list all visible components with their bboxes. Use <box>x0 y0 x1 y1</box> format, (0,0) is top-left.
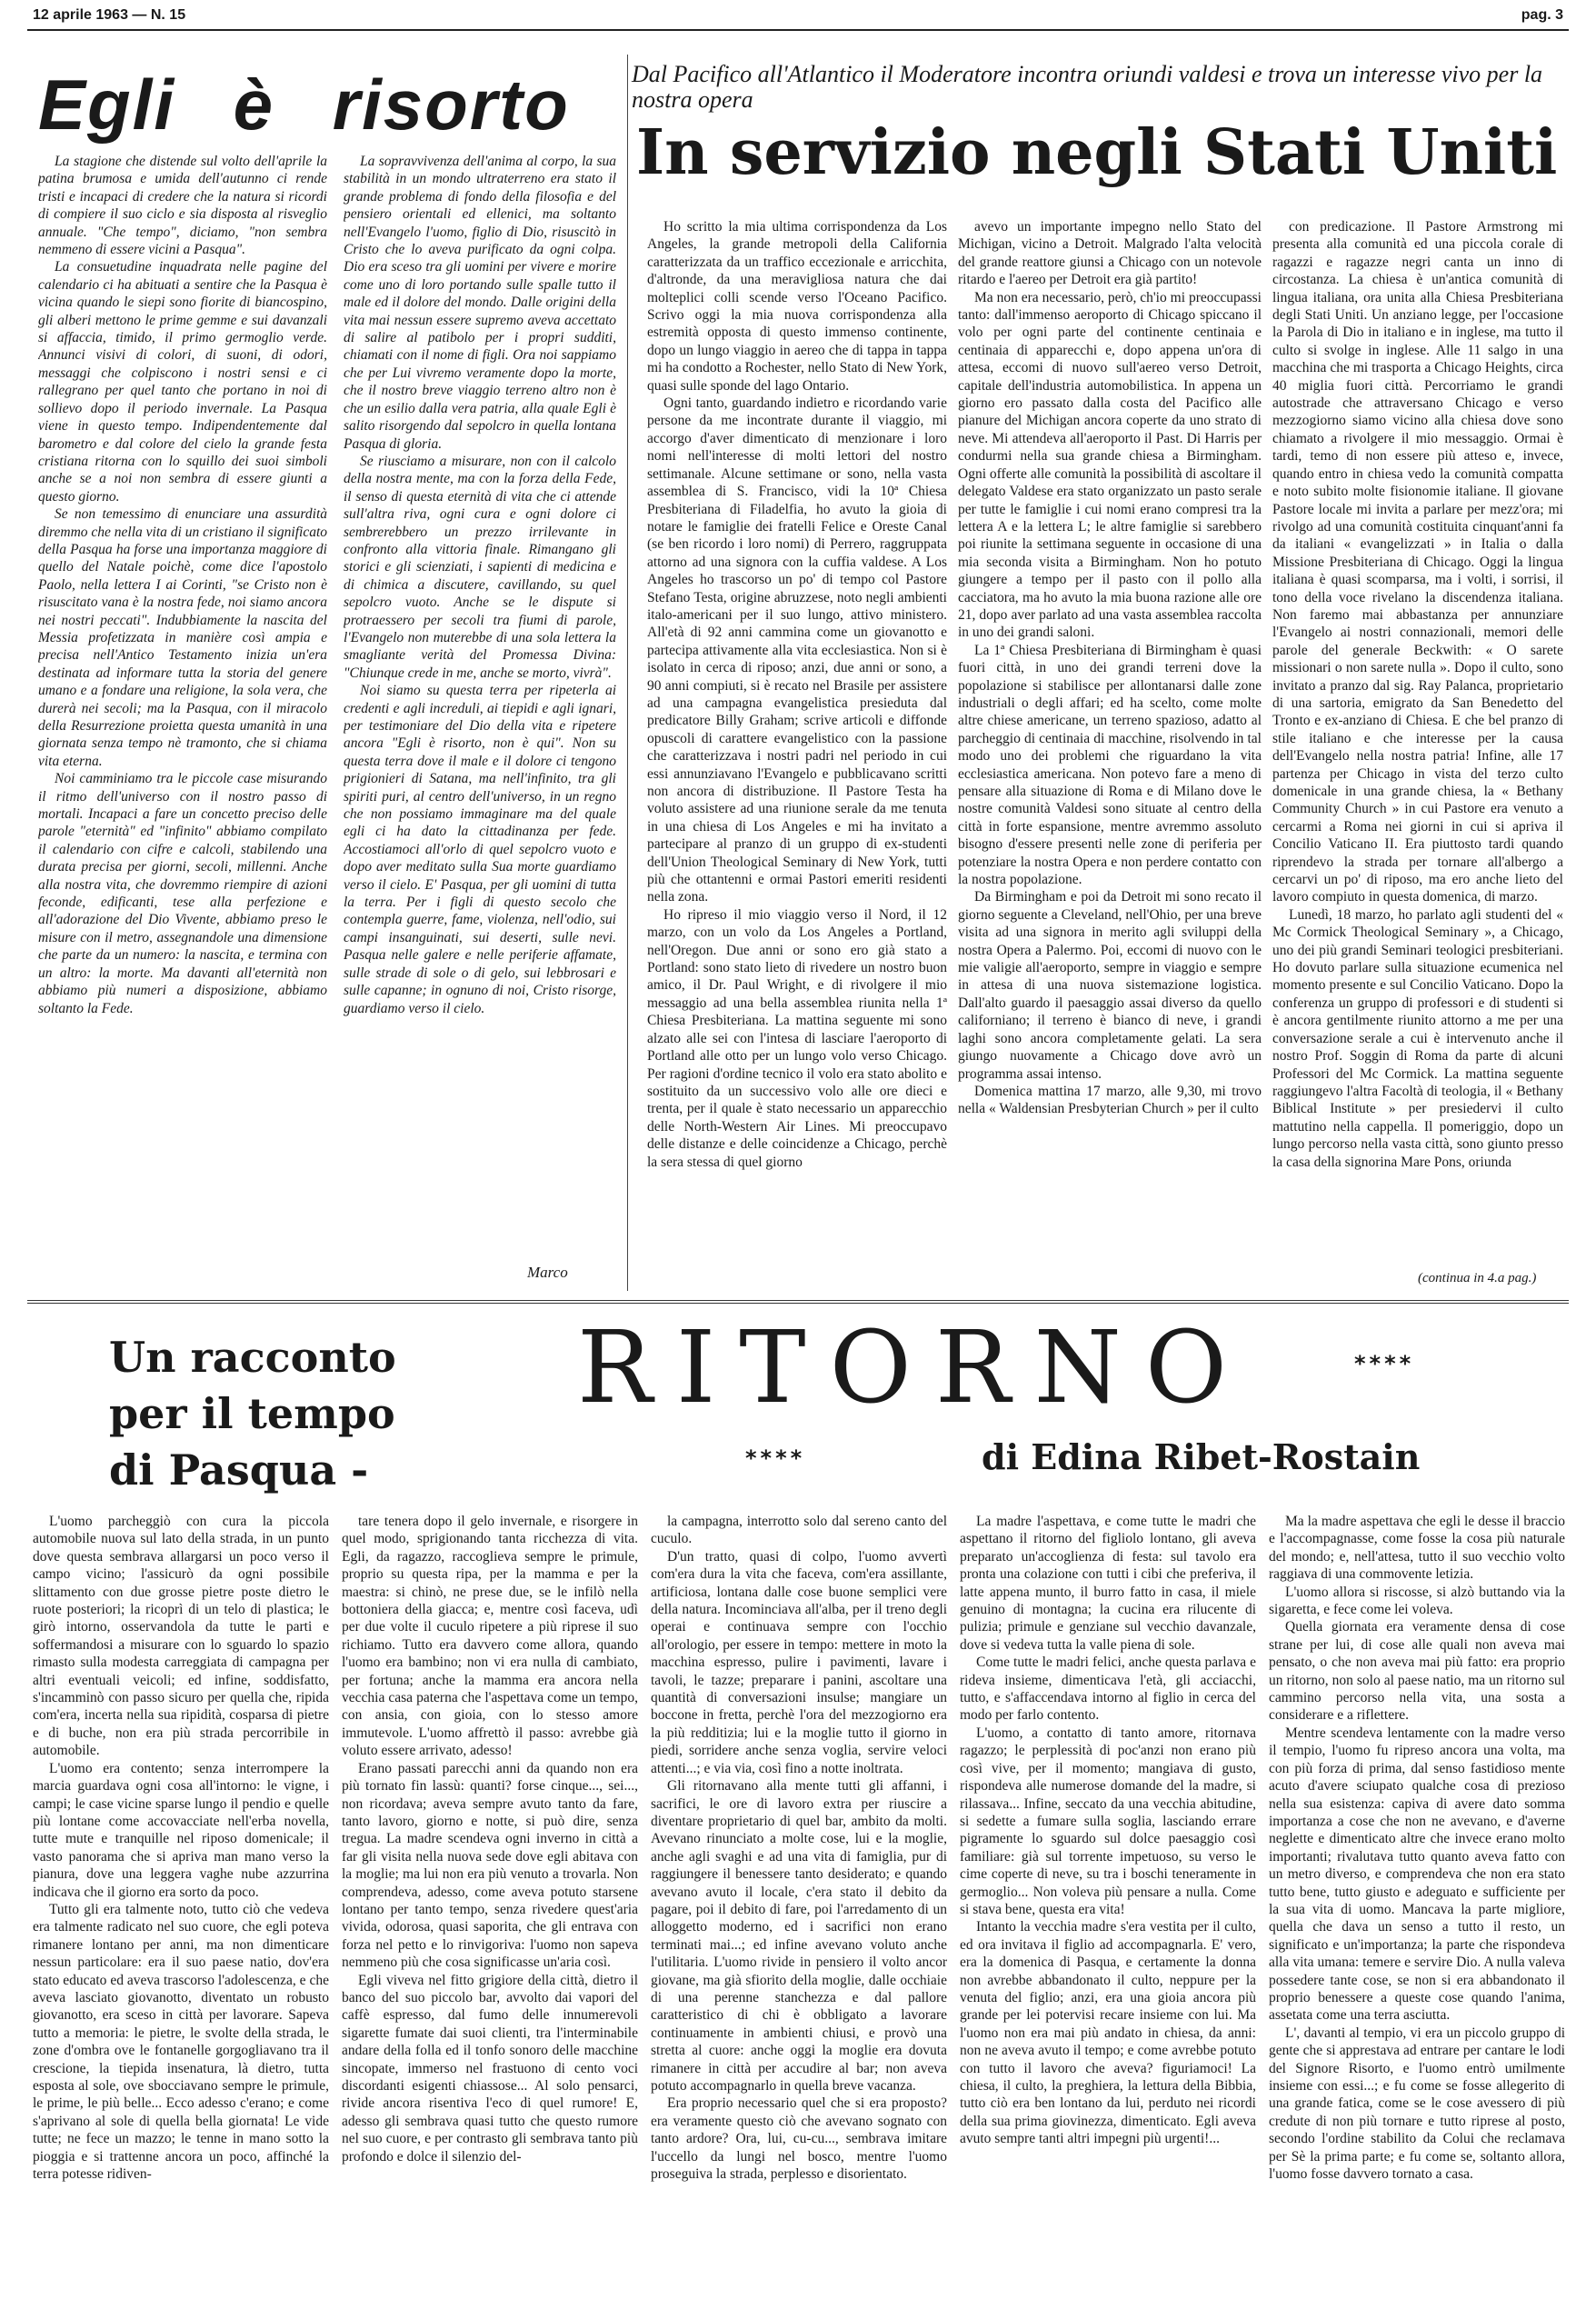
paragraph: tare tenera dopo il gelo invernale, e risorgere in quel modo, sprigionando tanta ricchezza di vita. Egli, da ragazzo, raccoglieva sempre le primule, proprio su questa ripa, per la mamma e per la maestra: si chinò, ne prese due, se le infilò nella bottoniera della giacca; e, mentre così faceva, udì per due volte il cuculo ripetere a più riprese il suo richiamo. Tutto era davvero come allora, quando l'uomo era bambino; non vi era nulla di cambiato, per fortuna; anche la mamma era ancora nella vecchia casa paterna che l'aspettava come un tempo, con ansia, con gioia, con lo stesso amore immutevole. L'uomo affrettò il passo: avrebbe già voluto essere arrivato, adesso! <box>342 1514 638 1759</box>
article-col-3 <box>1272 218 1563 1273</box>
editorial-col-1 <box>38 153 327 1289</box>
paragraph: Ho scritto la mia ultima corrispondenza da Los Angeles, la grande metropoli della California caratterizzata da un traffico eccezionale e arricchita, d'altronde, da una meravigliosa natura che dai molteplici colli scende verso l'Oceano Pacifico. Scrivo oggi la mia nuova corrispondenza alla estremità opposta di questo immenso continente, dopo un lungo viaggio in aereo che di tappa in tappa mi ha condotto a Rochester, nello Stato di New York, quasi sulle sponde del lago Ontario. <box>647 219 947 394</box>
paragraph: L'uomo, a contatto di tanto amore, ritornava ragazzo; le perplessità di poc'anzi non erano più così vive, per il momento; mangiava di gusto, rispondeva alle numerose domande del la madre, si rilassava... Infine, seccato da una vecchia abitudine, si sedette a fumare sulla soglia, lasciando errare pigramente lo sguardo sul dolce paesaggio così familiare: già sul torrente impetuoso, su verso le cime coperte di neve, su tra i boschi teneramente in germoglio... Non voleva più pensare a nulla. Come si stava bene, questa era vita! <box>960 1725 1256 1917</box>
paragraph: Quella giornata era veramente densa di cose strane per lui, di cose alle quali non aveva mai pensato, o che non aveva mai più fatto: era proprio un ritorno, non solo al paese natio, ma un ritorno sul cammino percorso nella vita, una sosta a considerare e a riflettere. <box>1269 1619 1565 1724</box>
story-col-2 <box>342 1513 638 2295</box>
article-title: In servizio negli Stati Uniti <box>636 116 1558 189</box>
story-col-4 <box>960 1513 1256 2295</box>
paragraph: L'uomo parcheggiò con cura la piccola automobile nuova sul lato della strada, in un punto dove questa sembrava allargarsi un poco verso il campo vicino; l'assicurò da ogni possibile slittamento con due grosse pietre poste dietro le ruote posteriori; la ricoprì di un telo di plastica; le girò intorno, osservandola da tutte le parti e soffermandosi a misurare con lo sguardo lo spazio rimasto sulla modesta carreggiata di campagna per altri eventuali veicoli; ed infine, soddisfatto, s'incamminò con passo sicuro per quella che, ripida com'era, incerta nella sua ripidità, cosparsa di pietre e di buche, non era più strada percorribile in automobile. <box>33 1514 329 1759</box>
paragraph: D'un tratto, quasi di colpo, l'uomo avvertì com'era dura la vita che faceva, com'era assillante, artificiosa, lontana dalle cose buone semplici vere della natura. Incominciava all'alba, per il treno degli operai e continuava sempre con l'occhio all'orologio, per essere in tempo: mettere in moto la macchina espresso, pulire i pavimenti, lavare i tavoli, le tazze; preparare i panini, ascoltare una quantità di conversazioni insulse; mangiare un boccone in fretta, perchè l'ora del mezzogiorno era la più redditizia; lui e la moglie tutto il giorno in piedi, sorridere anche senza voglia, servire veloci attenti...; e via via, così fino a notte inoltrata. <box>651 1548 947 1776</box>
paragraph: La sopravvivenza dell'anima al corpo, la sua stabilità in un mondo ultraterreno era stato il grande problema di fondo della filosofia e del pensiero orientali ed ellenici, ma soltanto nell'Evangelo l'uomo, figlio di Dio, risuscitò in Cristo che lo aveva purificato da ogni colpa. Dio era sceso tra gli uomini per vivere e morire come uno di loro portando sulle spalle tutto il male ed il dolore del mondo. Dalle origini della vita mai nessun essere supremo aveva accettato di salire al patibolo per i propri sudditi, chiamati con il nome di figli. Ora noi sappiamo che per Lui vivremo veramente dopo la morte, che il nostro breve viaggio terreno altro non è che un esilio dalla vera patria, alla quale Egli è salito risorgendo dal sepolcro in quella lontana Pasqua di gloria. <box>344 154 616 452</box>
side-title-line: di Pasqua <box>109 1445 337 1495</box>
paragraph: Ma la madre aspettava che egli le desse il braccio e l'accompagnasse, come fosse la cosa più naturale del mondo; e, nell'attesa, tutto il suo vecchio volto raggiava di una commovente letizia. <box>1269 1514 1565 1583</box>
editorial-title: Egli è risorto <box>38 65 570 145</box>
paragraph: la campagna, interrotto solo dal sereno canto del cuculo. <box>651 1514 947 1547</box>
issue-date: 12 aprile 1963 — N. 15 <box>33 7 186 23</box>
paragraph: Noi siamo su questa terra per ripeterla ai credenti e agli increduli, ai tiepidi e agli ignari, per testimoniare del Dio della vita e ripetere ancora "Egli è risorto, non è qui". Non su questa terra dove il male e il dolore ci tengono prigionieri di Satana, ma nell'infinito, tra gli spiriti puri, al centro dell'universo, in un regno che non possiamo immaginare ma del quale egli ci ha dato la cittadinanza per fede. Accostiamoci all'orlo di quel sepolcro vuoto e dopo aver meditato sulla Sua morte guardiamo verso il cielo. E' Pasqua, per gli uomini di tutta la terra. Per i figli di questo secolo che contempla guerre, fame, violenza, nell'odio, sui campi insanguinati, sui deserti, sulle nevi. Pasqua nelle galere e nelle periferie affamate, sulle strade di sole o di gelo, sui lebbrosari e sulle capanne; in ognuno di noi, Cristo risorge, guardiamo verso il cielo. <box>344 683 616 1016</box>
story-col-3 <box>651 1513 947 2295</box>
paragraph: Se riusciamo a misurare, non con il calcolo della nostra mente, ma con la forza della Fede, il senso di questa eternità di vita che ci attende sull'altra riva, ogni cura e ogni dolore ci sembrerebbero un prezzo irrilevante in confronto alla vittoria finale. Rimangano gli storici e gli scienziati, i sapienti di medicina e di chimica a discutere, cavillando, su quel sepolcro vuoto. Anche se le dispute si protraessero per secoli tra fiumi di parole, l'Evangelo non muterebbe di una sola lettera la smagliante verità del Promessa Divina: "Chiunque crede in me, anche se morto, vivrà". <box>344 453 616 681</box>
paragraph: Gli ritornavano alla mente tutti gli affanni, i sacrifici, le ore di lavoro extra per riuscire a diventare proprietario di quel bar, ambito da molti. Avevano rinunciato a molte cose, lui e la moglie, anche agli svaghi e ad una vita di famiglia, pur di raggiungere il benessere tanto desiderato; e quando avevano avuto il locale, c'era stato il debito da pagare, poi il debito di fare, poi l'arredamento di un alloggetto moderno, ed i sacrifici non erano terminati mai...; ed infine avevano voluto anche l'utilitaria. L'uomo rivide in pensiero il volto ancor giovane, ma già sfiorito della moglie, dalle occhiaie di una perenne stanchezza e dal pallore caratteristico di chi è obbligato a lavorare continuamente in ambienti chiusi, e provò una stretta al cuore: anche oggi la moglie era dovuta rimanere in città per accudire al bar; non aveva potuto accompagnarlo in quella breve vacanza. <box>651 1778 947 2094</box>
paragraph: Domenica mattina 17 marzo, alle 9,30, mi trovo nella « Waldensian Presbyterian Church » per il culto <box>958 1083 1262 1117</box>
story-byline: di Edina Ribet-Rostain <box>982 1436 1421 1477</box>
paragraph: Ho ripreso il mio viaggio verso il Nord, il 12 marzo, con un volo da Los Angeles a Portland, nell'Oregon. Due anni or sono ero già stato a Portland: sono stato lieto di rivedere un nostro buon amico, il Dr. Paul Wright, e di rivolgere il mio messaggio ad una bella assemblea riunita nella 1ª Chiesa Presbiteriana. La mattina seguente mi sono alzato alle sei con l'intesa di lasciare l'aeroporto di Portland alle otto per un lungo volo verso Chicago. Per ragioni d'ordine tecnico il volo era stato abolito e sostituito da un successivo volo alle ore dieci e trenta, per il quale è stato necessario un apparecchio delle North-Western Air Lines. Mi preoccupavo delle distanze e delle coincidenze a Chicago, perchè la sera stessa di quel giorno <box>647 906 947 1170</box>
editorial-signature: Marco <box>527 1264 568 1281</box>
paragraph: La 1ª Chiesa Presbiteriana di Birmingham è quasi fuori città, in uno dei grandi terreni dove la popolazione si stabilisce per allontanarsi dalle zone industriali o degli affari; ed ha scelto, come molte altre chiese americane, un terreno spazioso, adatto al parcheggio di centinaia di macchine, risolvendo in tal modo uno dei problemi che riguardano la vita ecclesiastica americana. Non potevo fare a meno di pensare alla situazione di Roma e di Milano dove le nostre comunità Valdesi sono situate al centro della città in forte espansione, mentre avremmo assoluto bisogno d'essere presenti nelle zone di periferia per potenziare la nostra Opera e non perdere contatto con la nostra popolazione. <box>958 642 1262 888</box>
continued-note: (continua in 4.a pag.) <box>1418 1271 1537 1285</box>
paragraph: Come tutte le madri felici, anche questa parlava e rideva insieme, dimenticava l'età, gli acciacchi, tutto, e s'affaccendava intorno al figlio in cerca del modo per farlo contento. <box>960 1655 1256 1724</box>
article-col-2 <box>958 218 1262 1295</box>
paragraph: con predicazione. Il Pastore Armstrong mi presenta alla comunità ed una piccola corale di ragazzi e ragazze negri canta un inno di circostanza. La chiesa è un'antica comunità di lingua italiana, ora unita alla Chiesa Presbiteriana degli Stati Uniti. Un anziano legge, per l'occasione la Parola di Dio in italiano e in inglese, ma tutto il culto si svolge in inglese. Alle 11 salgo in una macchina che mi trasporta a Chicago Heights, circa 40 miglia fuori città. Percorriamo le grandi autostrade che attraversano Chicago e verso mezzogiorno siamo vicino alla chiesa dove sono chiamato a rivolgere il mio messaggio. Ormai è tardi, temo di non essere più atteso e, invece, quando entro in chiesa vedo la comunità compatta e noto subito molte fisionomie italiane. Il giovane Pastore locale mi invita a parlare per mezz'ora; mi rivolgo ad una comunità costituita cinquant'anni fa da italiani « evangelizzati » in Italia o dalla Missione Presbiteriana di Chicago. Oggi la lingua italiana è quasi scomparsa, ma i volti, i sorrisi, il tono della voce rivelano la discendenza italiana. Non faremo mai abbastanza per annunziare l'Evangelo ai nostri connazionali, memori delle parole del generale Beckwith: « O sarete missionari o non sarete nulla ». Dopo il culto, sono invitato a pranzo dal sig. Ray Palanca, proprietario di una sartoria, emigrato da San Benedetto del Tronto e ex-anziano di Chiesa. E che bel pranzo di stile italiano e che interesse per la causa dell'Evangelo nella nostra patria! Infine, alle 17 partenza per Chicago in vista del terzo culto domenicale in una grande chiesa, la « Bethany Community Church » in cui Pastore era venuto a cercarmi a Roma nei giorni in cui si apriva il Concilio Vaticano II. Era piuttosto tardi quando riprendevo la strada per tornare all'albergo a cercarvi un po' di riposo, ma ero anche lieto del lavoro compiuto in questa domenica, di marzo. <box>1272 219 1563 905</box>
side-title-line: per il tempo <box>109 1389 395 1438</box>
paragraph: La stagione che distende sul volto dell'aprile la patina brumosa e umida dell'autunno ci rende tristi e incapaci di credere che la natura si ricordi di compiere il suo ciclo e sia disposta al risveglio annuale. "Che tempo", diciamo, "non sembra nemmeno di essere vicini a Pasqua". <box>38 154 327 258</box>
paragraph: L'uomo era contento; senza interrompere la marcia guardava ogni cosa all'intorno: le vigne, i campi; le case vicine sparse lungo il pendio e quelle più lontane come accovacciate nell'erba novella, tutte mute e tranquille nel riposo domenicale; il vasto panorama che si apriva man mano verso la pianura, dove una leggera vaghe nube azzurrina indicava che il giorno era sorto da poco. <box>33 1760 329 1900</box>
paragraph: Se non temessimo di enunciare una assurdità diremmo che nella vita di un cristiano il significato della Pasqua ha forse una importanza maggiore di quello del Natale poichè, come dice l'apostolo Paolo, nella lettera I ai Corinti, "se Cristo non è risuscitato vana è la nostra fede, noi siamo ancora nei nostri peccati". Indubbiamente la nascita del Messia profetizzata in manière così ampia e precisa nell'Antico Testamento inizia un'era destinata ad informare tutta la storia del genere umano e a fondare una religione, la sola vera, che durerà nei secoli; ma la Pasqua, con il miracolo della Resurrezione proietta questa umanità in una giornata senza tempo nè tramonto, che si chiama vita eterna. <box>38 506 327 769</box>
paragraph: Lunedì, 18 marzo, ho parlato agli studenti del « Mc Cormick Theological Seminary », a Chicago, uno dei più grandi Seminari teologici presbiteriani. Ho dovuto parlare sulla situazione ecumenica nel momento presente e sul Concilio Vaticano. Dopo la conferenza un gruppo di professori e di studenti si è ancora gentilmente riunito attorno a me per una conversazione serale a cui è intervenuto anche il nostro Prof. Soggin di Roma da parte di alcuni Professori del Mc Cormick. La mattina seguente raggiungevo l'altra Facoltà di teologia, il « Bethany Biblical Institute » per presiedervi il culto mattutino nella cappella. Il pomeriggio, dopo un lungo percorso nella vasta città, sono giunto presso la casa della signorina Mare Pons, oriunda <box>1272 906 1563 1170</box>
paragraph: Tutto gli era talmente noto, tutto ciò che vedeva era talmente radicato nel suo cuore, che egli poteva rimanere lontano per anni, ma non dimenticare nessun particolare: era il suo paese natio, dov'era stato educato ed aveva trascorso l'adolescenza, e che aveva lasciato giovanotto, diventato un robusto giovanotto, era sceso in città per lavorare. Sapeva tutto a memoria: le pietre, le svolte della strada, le zone d'ombra ove le fontanelle gorgogliavano tra il crescione, la tiepida insenatura, là dietro, tutta esposta al sole, ove sbocciavano sempre le primule, le prime, le più belle... Ecco adesso c'erano; e come s'aprivano al sole di quella bella giornata! Le vide tutte; ne fece un mazzo; le tenne in mano sotto la pioggia e si trattenne ancora un poco, affinché la terra potesse ridiven- <box>33 1901 329 2183</box>
paragraph: Egli viveva nel fitto grigiore della città, dietro il banco del suo piccolo bar, avvolto dai vapori del caffè espresso, dal fumo delle innumerevoli sigarette fumate dai suoi clienti, tra l'interminabile andare della folla ed il tonfo sonoro delle macchine sincopate, immerso nel frastuono di cento voci discordanti esigenti chiassose... Al solo pensarci, rivide ancora risentiva l'eco di quel rumore! E, adesso gli sembrava quasi tutto che questo rumore nel suo cuore, e per contrasto gli sembrava tanto più profondo e dolce il silenzio del- <box>342 1972 638 2165</box>
story-col-1 <box>33 1513 329 2295</box>
paragraph: Mentre scendeva lentamente con la madre verso il tempio, l'uomo fu ripreso ancora una volta, ma con più forza di prima, dal senso fastidioso mente acuto d'avere sciupato qualche cosa di prezioso nella sua esistenza: capiva di avere dato somma importanza a cose che non ne avevano, e d'averne neglette e dimenticato altre che invece erano molto importanti; rivalutava tutto quanto aveva fatto con un metro diverso, e comprendeva che non era stato tutto bene, tutto giusto e adeguato e sufficiente per la sua vita di uomo. Mancava la parte migliore, quella che dava un senso a tutto il resto, un significato e un'importanza; la parte che rispondeva alla vita umana: temere e servire Dio. A nulla valeva possedere tante cose, se non si era abbandonato il proprio benessere a queste cose quando l'anima, assetata come una terra asciutta. <box>1269 1725 1565 2024</box>
editorial-col-2 <box>344 153 616 1257</box>
paragraph: Noi camminiamo tra le piccole case misurando il ritmo dell'universo con il nostro passo di mortali. Incapaci a fare un concetto preciso delle parole "eternità" ed "infinito" abbiamo compilato il calendario con cifre e calcoli, stabilendo una durata precisa per giorni, secoli, millenni. Anche alla nostra vita, che dovremmo riempire di azioni feconde, edificanti, tese alla perfezione e all'adorazione del Dio Vivente, abbiamo preso le misure con il metro, assegnandole una dimensione che parte da un numero: la nascita, e termina con un altro: la morte. Ma davanti all'eternità non abbiamo più numeri a disposizione, abbiamo soltanto la Fede. <box>38 771 327 1016</box>
story-col-5 <box>1269 1513 1565 2295</box>
stars-ornament: **** <box>1354 1351 1415 1376</box>
page-number: pag. 3 <box>1521 7 1563 23</box>
paragraph: Ma non era necessario, però, ch'io mi preoccupassi tanto: dall'immenso aeroporto di Chicago spiccano il volo per ogni parte del continente centinaia e centinaia di apparecchi e, dopo appena un'ora di attesa, eccomi di nuovo sull'aereo verso Detroit, capitale dell'industria automobilistica. In appena un giorno ero passato dalla costa del Pacifico alle pianure del Michigan ancora coperte da uno strato di neve. Mi attendeva all'aeroporto il Past. Di Harris per condurmi nella sua grande chiesa a Birmingham. Ogni offerte alle comunità la possibilità di ascoltare il delegato Valdese era stato organizzato un pasto serale per tutte le famiglie i cui nomi erano compresi tra la lettera A e la lettera L; le altre famiglie si sarebbero poi riunite la settimana seguente in occasione di una mia seconda visita a Birmingham. Non ho potuto giungere a tempo per il pasto con il pollo alla cacciatora, ma ho avuto la mia buona razione alle ore 21, dopo aver parlato ad una vasta assemblea raccolta in uno dei grandi saloni. <box>958 289 1262 641</box>
story-title: RITORNO <box>577 1309 1252 1425</box>
paragraph: Ogni tanto, guardando indietro e ricordando varie persone da me incontrate durante il viaggio, mi accorgo d'aver dimenticato di menzionare i loro nomi nell'interesse di molti lettori del nostro settimanale. Alcune settimane or sono, nella vasta assemblea di S. Francisco, vidi la 10ª Chiesa Presbiteriana di Filadelfia, ho avuto la gioia di notare le famiglie dei fratelli Felice e Oreste Canal (se ben ricordo i loro nomi) di Perrero, raggruppata attorno ad una signora con la cuffia valdese. A Los Angeles ho trascorso un po' di tempo col Pastore Stefano Testa, origine abruzzese, noto negli ambienti italo-americani per il suo lungo, attivo ministero. All'età di 92 anni cammina come un giovanotto e partecipa attivamente alla vita ecclesiastica. Non si è isolato in cerca di riposo; anzi, due anni or sono, a 90 anni compiuti, si è recato nel Brasile per assistere ad una campagna evangelistica presieduta dal predicatore Billy Graham; scrive articoli e diffonde opuscoli di carattere evangelistico con la passione che caratterizzava i nostri padri nel periodo in cui essi annunziavano l'Evangelo e pubblicavano scritti non ancora di distribuzione. Il Pastore Testa ha voluto assistere ad una riunione serale da me tenuta in una chiesa di Los Angeles e mi ha invitato a partecipare al pranzo di un gruppo di ex-studenti dell'Union Theological Seminary di New York, tutti più che ottantenni e ormai Pastori emeriti residenti nella zona. <box>647 395 947 905</box>
paragraph: La consuetudine inquadrata nelle pagine del calendario ci ha abituati a sentire che la Pasqua è vicina quando le siepi sono fiorite di biancospino, gli alberi mettono le prime gemme e sui davanzali si affaccia, timido, il primo germoglio verde. Annunci visivi di colori, di suoni, di odori, messaggi che colpiscono i nostri sensi e ci rallegrano per quel tanto che portano in noi di sollievo dopo il periodo invernale. La Pasqua viene in questo tempo. Indipendentemente dal barometro e dal colore del cielo la grande festa cristiana ritorna con lo squillo dei suoi simboli anche se a noi non sembra di essere giunti a questo giorno. <box>38 259 327 505</box>
stars-ornament: **** <box>745 1445 806 1471</box>
paragraph: Era proprio necessario quel che si era proposto? era veramente questo ciò che avevano sognato con tanto ardore? Ora, lui, cu-cu..., sembrava imitare l'uccello da lungi nel bosco, mentre l'uomo proseguiva la strada, perplesso e disorientato. <box>651 2095 947 2183</box>
header-rule <box>27 29 1569 31</box>
paragraph: La madre l'aspettava, e come tutte le madri che aspettano il ritorno del figliolo lontano, gli aveva preparato un'accoglienza di festa: sul tavolo era pronta una colazione con tutti i cibi che preferiva, il latte appena munto, il burro fatto in casa, il miele genuino di montagna; la cucina era rilucente di pulizia; primule e genziane sul vecchio davanzale, dove si vedeva tutta la valle piena di sole. <box>960 1514 1256 1653</box>
article-col-1 <box>647 218 947 1295</box>
paragraph: L', davanti al tempio, vi era un piccolo gruppo di gente che si apprestava ad entrare per cantare le lodi del Signore Risorto, e l'uomo entrò umilmente insieme con essi...; e fu come se fosse allegerito di una grande fatica, come se le cose avessero di più credute di non più tornare e tutto riprese al posto, secondo l'ordine stabilito da Colui che reclamava per Sè la prima parte; e fu come se, soltanto allora, l'uomo fosse davvero tornato a casa. <box>1269 2025 1565 2183</box>
paragraph: Intanto la vecchia madre s'era vestita per il culto, ed ora invitava il figlio ad accompagnarla. E' vero, era la domenica di Pasqua, e certamente la donna non avrebbe abbandonato il culto, neppure per la venuta del figlio; anzi, era una gioia ancora più grande per lei potervisi recare insieme con lui. Ma l'uomo non era mai più andato in chiesa, da anni: non ne aveva avuto il tempo; e come avrebbe potuto con tutto il lavoro che aveva? figuriamoci! La chiesa, il culto, la preghiera, la lettura della Bibbia, tutto ciò era ben lontano da lui, perduto nei ricordi della sua prima giovinezza, dimenticato. Egli aveva avuto sempre tanti altri impegni più urgenti!... <box>960 1919 1256 2147</box>
story-side-title: Un racconto per il tempo di Pasqua - <box>109 1329 396 1498</box>
article-kicker: Dal Pacifico all'Atlantico il Moderatore incontra oriundi valdesi e trova un interesse vivo per la nostra opera <box>632 61 1543 113</box>
paragraph: L'uomo allora si riscosse, si alzò buttando via la sigaretta, e fece come lei voleva. <box>1269 1584 1565 1618</box>
column-divider <box>627 55 628 1291</box>
paragraph: Erano passati parecchi anni da quando non era più tornato fin lassù: quanti? forse cinque..., sei..., non ricordava; aveva sempre avuto tanto da fare, tanto lavoro, giorno e notte, si può dire, senza tregua. La madre scendeva ogni inverno in città a far gli visita nella nuova sede dove egli abitava con la moglie; ma lui non era più venuto a trovarla. Non comprendeva, adesso, come aveva potuto starsene lontano per tanto tempo, senza rivedere quest'aria vivida, odorosa, quasi saporita, che gli entrava con forza nel petto e lo rinvigoriva: l'uomo non sapeva nemmeno più che cosa significasse un'aria così. <box>342 1760 638 1971</box>
paragraph: Da Birmingham e poi da Detroit mi sono recato il giorno seguente a Cleveland, nell'Ohio, per una breve visita ad una signora in merito agli sviluppi della nostra Opera a Palermo. Poi, eccomi di nuovo con le mie valigie all'aeroporto, sempre in viaggio e sempre in attesa di una nuova sistemazione logistica. Dall'alto guardo il paesaggio assai diverso da quello californiano; il terreno è bianco di neve, i grandi laghi sono ancora completamente gelati. La sera giungo nuovamente a Chicago dove avrò un programma assai intenso. <box>958 889 1262 1082</box>
section-separator <box>27 1300 1569 1304</box>
side-title-line: Un racconto <box>109 1333 396 1382</box>
paragraph: avevo un importante impegno nello Stato del Michigan, vicino a Detroit. Malgrado l'alta velocità del grande reattore giunsi a Chicago con un notevole ritardo e l'aereo per Detroit era già partito! <box>958 219 1262 288</box>
